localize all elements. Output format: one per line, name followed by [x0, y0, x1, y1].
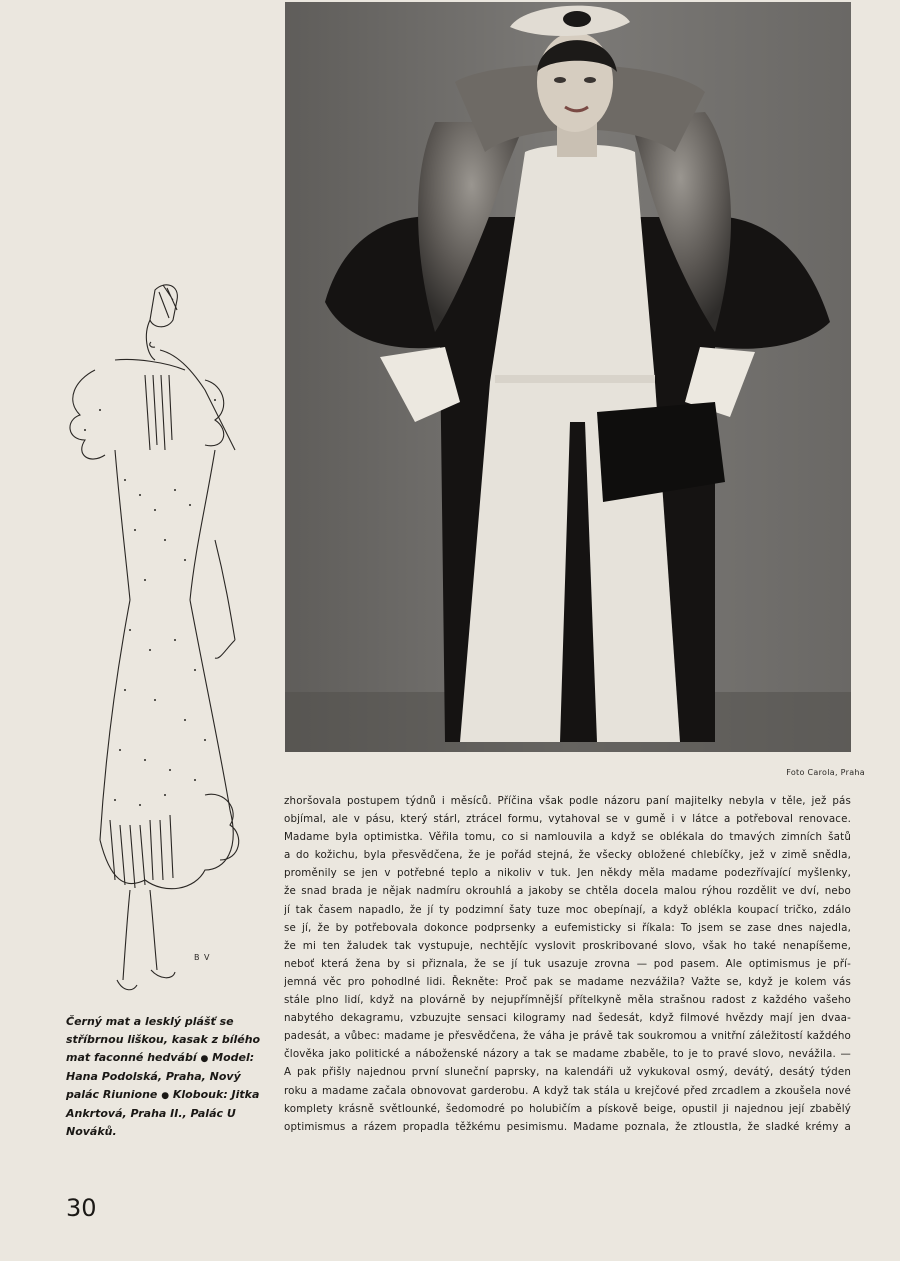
article-line: optimismus a rázem propadla těžkému pesimismu. Madame poznala, že ztloustla, že sladké krémy a	[284, 1120, 851, 1133]
page-number: 30	[66, 1194, 97, 1222]
article-line: nabytého dekagramu, vzbuzujte sensaci kilogramy nad šedesát, když filmové hvězdy mají jen dvaa-	[284, 1012, 851, 1025]
article-line: A pak přišly najednou první sluneční paprsky, na kalendáři už vykukoval osmý, devátý, desátý týden	[284, 1066, 851, 1079]
caption-text-garment: Černý mat a lesklý plášť se stříbrnou liškou, kasak z bílého mat faconné hedvábí	[66, 1015, 261, 1064]
article-line: neboť která žena by si přiznala, že se jí tuk usazuje zrovna — pod pasem. Ale optimismus je pří-	[284, 957, 851, 970]
fashion-sketch	[55, 280, 275, 1000]
photo-credit: Foto Carola, Praha	[786, 768, 865, 777]
article-line: že snad brada je nějak nadmíru okrouhlá a jakoby se chtěla docela malou rýhou rozdělit ve dví, nebo	[284, 885, 851, 898]
article-line: komplety krásně světlounké, šedomodré po holubičím a pískově beige, opustil ji najednou její zbabělý	[284, 1102, 851, 1115]
article-line: Madame byla optimistka. Věřila tomu, co si namlouvila a když se oblékala do tmavých zimních šatů	[284, 831, 851, 844]
article-line: roku a madame začala obnovovat garderobu. A když tak stála u krejčové před zrcadlem a zkoušela nové	[284, 1084, 851, 1097]
article-line: padesát, a vůbec: madame je přesvědčena, že váha je právě tak soukromou a vnitřní záležitostí každého	[284, 1030, 851, 1043]
article-line: proměnily se jen v potřebné teplo a nikoliv v tuk. Jen někdy měla madame podezřívající myšlenky,	[284, 867, 851, 880]
caption-text-model: Model: Hana Podolská, Praha, Nový palác Riunione	[66, 1051, 255, 1101]
caption-text-hat: Klobouk: Jitka Ankrtová, Praha II., Palác U Nováků.	[66, 1088, 260, 1138]
photo-caption	[66, 1013, 266, 1141]
article-line: objímal, ale v pásu, který stárl, ztrácel formu, vytahoval se v gumě i v látce a potřeboval renovace.	[284, 813, 851, 826]
article-line: jemná věc pro pohodlné lidi. Řekněte: Proč pak se madame nezvážila? Važte se, když je kolem vás	[284, 975, 851, 988]
article-body	[284, 792, 851, 1136]
article-line: že mi ten žaludek tak vystupuje, nechtějíc vyslovit proskribované slovo, však ho také nenapíšeme,	[284, 939, 851, 952]
article-line: stále plno lidí, když na plovárně by nejupřímnější přítelkyně měla strašnou radost z každého vašeho	[284, 994, 851, 1007]
caption-bullet: ●	[161, 1091, 170, 1101]
sketch-signature: B V	[194, 953, 211, 962]
article-line: a do kožichu, byla přesvědčena, že je pořád stejná, že všecky obložené chlebíčky, jež v zimě snědla,	[284, 849, 851, 862]
article-line: člověka jako politické a náboženské názory a tak se madame zbaběle, to je to pravé slovo, nevážila. —	[284, 1048, 851, 1061]
dress-sketch-illustration	[55, 280, 275, 1000]
model-in-fur-coat-illustration	[285, 2, 851, 752]
article-line: jí tak časem napadlo, že jí ty podzimní šaty tuze moc obepínají, a když oblékla koupací tričko, zdálo	[284, 903, 851, 916]
caption-bullet: ●	[200, 1054, 209, 1064]
article-line: zhoršovala postupem týdnů i měsíců. Příčina však podle názoru paní majitelky nebyla v těle, jež pás	[284, 795, 851, 807]
fashion-photograph	[285, 2, 851, 752]
article-line: se jí, že by potřebovala dokonce podprsenky a eufemisticky si říkala: To jsem se zase dnes najedla,	[284, 921, 851, 934]
